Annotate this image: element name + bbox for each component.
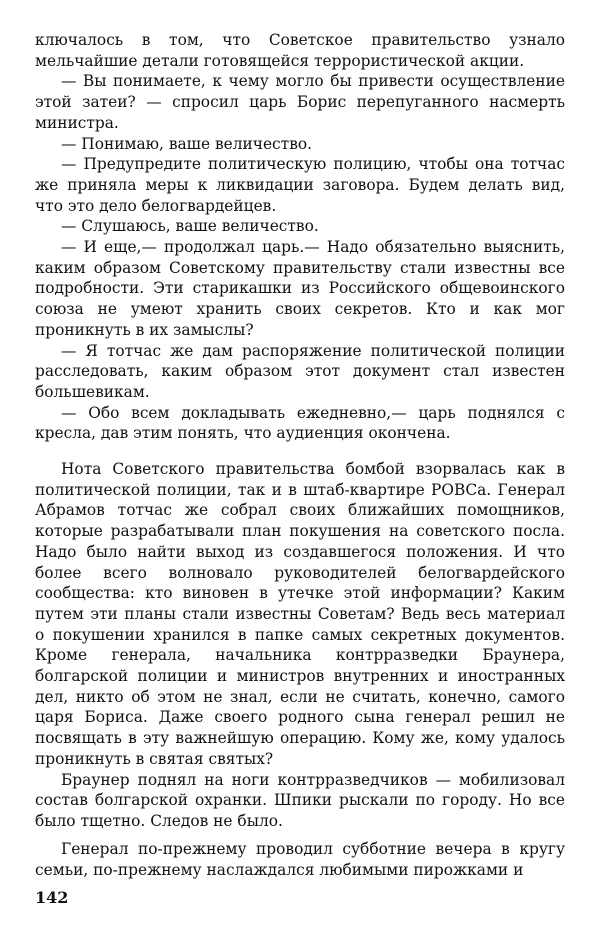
- text-section-2: [35, 459, 565, 832]
- paragraph: — Обо всем докладывать ежедневно,— царь поднялся с кресла, дав этим понять, что аудиенция окончена.: [35, 403, 565, 443]
- text-section-1: [35, 30, 565, 444]
- text-section-3: [35, 839, 565, 880]
- paragraph: — Слушаюсь, ваше величество.: [61, 217, 319, 236]
- paragraph: — Предупредите политическую полицию, чтобы она тотчас же приняла меры к ликвидации заговора. Будем делать вид, что это дело белогвардейцев.: [35, 155, 565, 215]
- paragraph: — Вы понимаете, к чему могло бы привести осуществление этой затеи? — спросил царь Борис перепуганного насмерть министра.: [35, 72, 565, 132]
- paragraph: Нота Советского правительства бомбой взорвалась как в политической полиции, так и в штаб-квартире РОВСа. Генерал Абрамов тотчас же собрал своих ближайших помощников, которые разрабатывали план покушения на советского посла. Надо было найти выход из создавшегося положения. И что более всего волновало руководителей белогвардейского сообщества: кто виновен в утечке этой информации? Каким путем эти планы стали известны Советам? Ведь весь материал о покушении хранился в папке самых секретных документов. Кроме генерала, начальника контрразведки Браунера, болгарской полиции и министров внутренних и иностранных дел, никто об этом не знал, если не считать, конечно, самого царя Бориса. Даже своего родного сына генерал решил не посвящать в эту важнейшую операцию. Кому же, кому удалось проникнуть в святая святых?: [35, 460, 565, 768]
- paragraph: — Я тотчас же дам распоряжение политической полиции расследовать, каким образом этот документ стал известен большевикам.: [35, 341, 565, 401]
- paragraph: Генерал по-прежнему проводил субботние вечера в кругу семьи, по-прежнему наслаждался любимыми пирожками и: [35, 840, 565, 879]
- page-number: 142: [35, 888, 69, 907]
- paragraph: — И еще,— продолжал царь.— Надо обязательно выяснить, каким образом Советскому правительству стали известны все подробности. Эти старикашки из Российского общевоинского союза не умеют хранить своих секретов. Кто и как мог проникнуть в их замыслы?: [35, 238, 565, 339]
- paragraph: Браунер поднял на ноги контрразведчиков — мобилизовал состав болгарской охранки. Шпики рыскали по городу. Но все было тщетно. Следов не было.: [35, 770, 565, 830]
- paragraph: — Понимаю, ваше величество.: [61, 134, 313, 153]
- paragraph: ключалось в том, что Советское правительство узнало мельчайшие детали готовящейся террористической акции.: [35, 31, 565, 70]
